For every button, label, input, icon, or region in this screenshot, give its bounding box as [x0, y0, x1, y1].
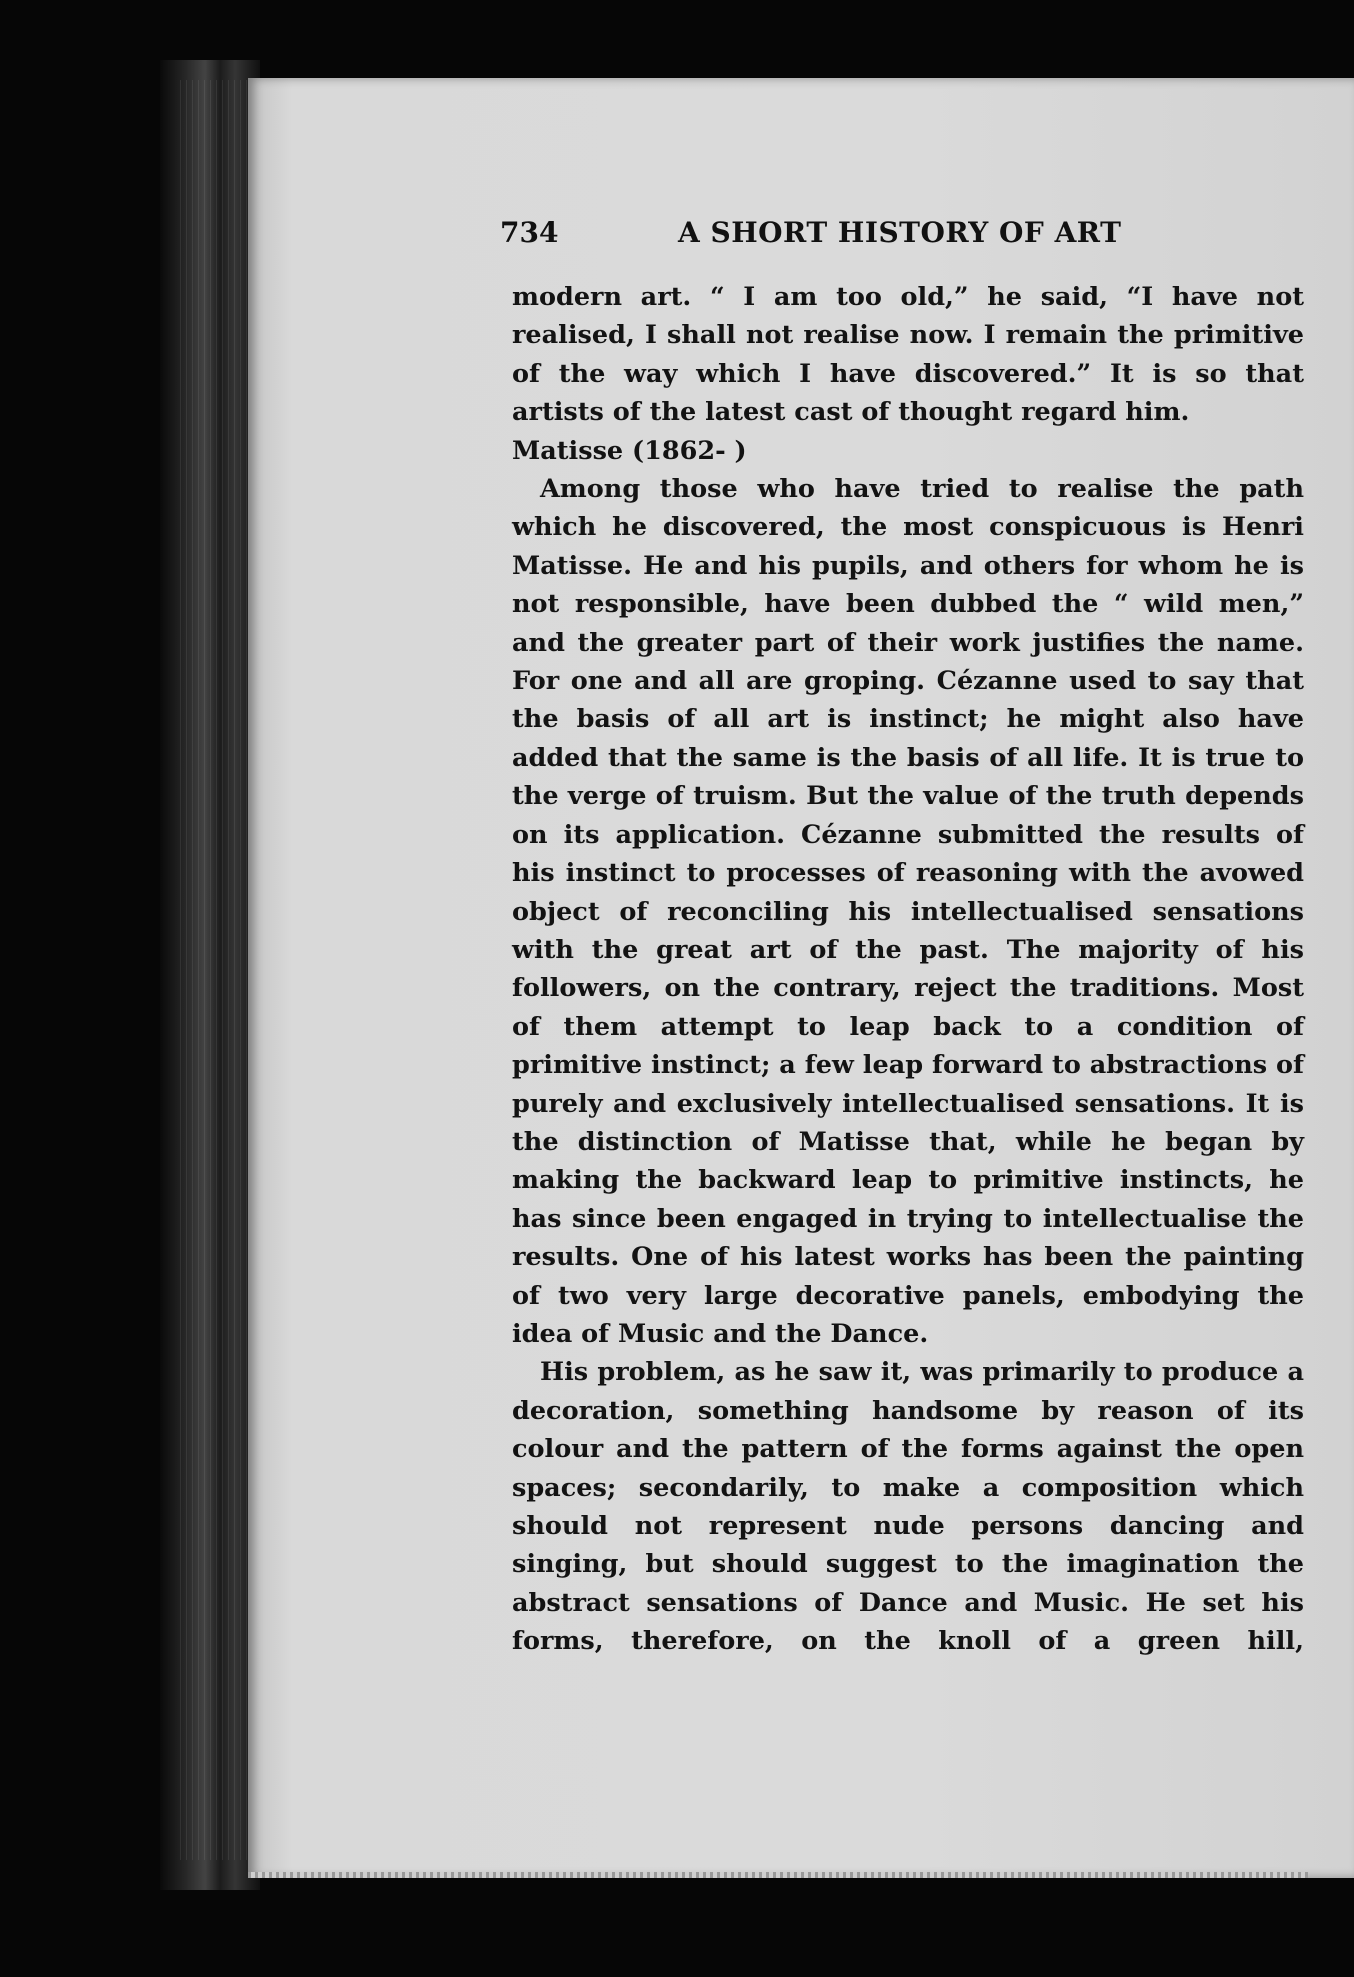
running-header: [500, 216, 1305, 260]
paragraph: Among those who have tried to realise the path which he discovered, the most conspicuous is Henri Matisse. He and his pupils, and others for whom he is not responsible, have been dubbed the “ wild men,” and the greater part of their work justifies the name. For one and all are groping. Cézanne used to say that the basis of all art is instinct; he might also have added that the same is the basis of all life. It is true to the verge of truism. But the value of the truth depends on its application. Cézanne submitted the results of his instinct to processes of reasoning with the avowed object of reconciling his intellectualised sensations with the great art of the past. The majority of his followers, on the contrary, reject the traditions. Most of them attempt to leap back to a condition of primitive instinct; a few leap forward to abstractions of purely and exclusively intellectualised sensations. It is the distinction of Matisse that, while he began by making the backward leap to primitive instincts, he has since been engaged in trying to intellectualise the results. One of his latest works has been the painting of two very large decorative panels, embodying the idea of Music and the Dance.: [512, 474, 1304, 1349]
page-number: 734: [500, 216, 559, 249]
paragraph: His problem, as he saw it, was primarily to produce a decoration, something handsome by reason of its colour and the pattern of the forms against the open spaces; secondarily, to make a composition which should not represent nude persons dancing and singing, but should suggest to the imagination the abstract sensations of Dance and Music. He set his forms, therefore, on the knoll of a green hill,: [512, 1357, 1304, 1657]
body-text: [512, 278, 1304, 1661]
paragraph-continuation: modern art. “ I am too old,” he said, “I have not realised, I shall not realise now. I remain the primitive of the way which I have discovered.” It is so that artists of the latest cast of thought regard him.: [512, 282, 1304, 428]
section-heading: Matisse (1862- ): [512, 435, 747, 466]
page-edges-texture: [180, 80, 250, 1860]
running-title: A SHORT HISTORY OF ART: [678, 216, 1122, 249]
page-bottom-edge: [248, 1872, 1308, 1878]
